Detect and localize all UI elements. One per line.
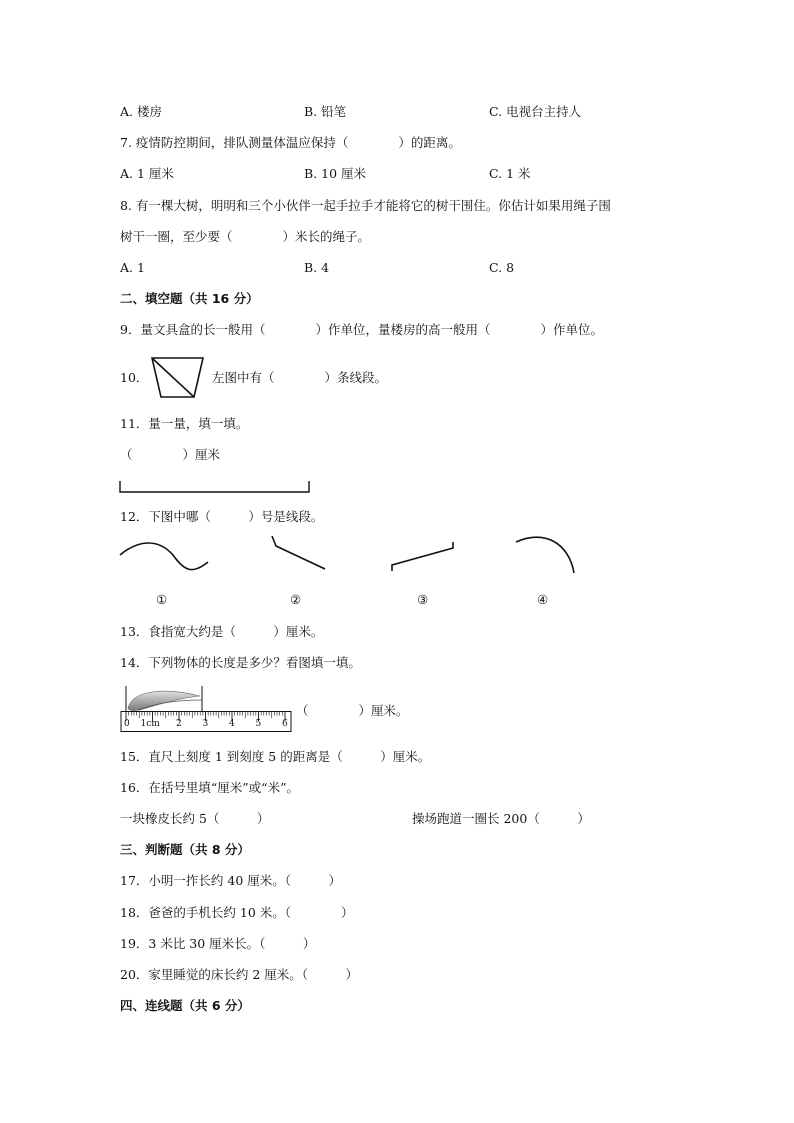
figure-label-3: ③ bbox=[417, 592, 429, 607]
q10-question: 左图中有（ ）条线段。 bbox=[212, 370, 388, 385]
q6-option-c: C. 电视台主持人 bbox=[489, 104, 582, 119]
q7-option-b: B. 10 厘米 bbox=[304, 166, 367, 181]
trapezoid-figure bbox=[150, 356, 206, 400]
q7-question: 7. 疫情防控期间，排队测量体温应保持（ ）的距离。 bbox=[120, 135, 461, 150]
q19-question: 19．3 米比 30 厘米长。（ ） bbox=[120, 936, 316, 951]
q16-question: 16．在括号里填“厘米”或“米”。 bbox=[120, 780, 299, 795]
q8-question-line1: 8. 有一棵大树，明明和三个小伙伴一起手拉手才能将它的树干围住。你估计如果用绳子围 bbox=[120, 198, 611, 213]
figure-label-2: ② bbox=[290, 592, 302, 607]
ruler-with-feather bbox=[120, 684, 294, 736]
q8-option-a: A. 1 bbox=[120, 260, 145, 275]
q11-question: 11．量一量，填一填。 bbox=[120, 416, 249, 431]
q14-answer-blank: （ ）厘米。 bbox=[296, 703, 409, 718]
q14-question: 14．下列物体的长度是多少？看图填一填。 bbox=[120, 655, 361, 670]
q8-option-c: C. 8 bbox=[489, 260, 515, 275]
broken-line-2-figure bbox=[270, 534, 330, 574]
figure-label-4: ④ bbox=[537, 592, 549, 607]
q6-option-b: B. 铅笔 bbox=[304, 104, 347, 119]
ruler-tick-label: 2 bbox=[176, 719, 182, 729]
q18-question: 18．爸爸的手机长约 10 米。（ ） bbox=[120, 905, 354, 920]
q8-question-line2: 树干一圈，至少要（ ）米长的绳子。 bbox=[120, 229, 371, 244]
q7-option-c: C. 1 米 bbox=[489, 166, 531, 181]
ruler-tick-label: 6 bbox=[282, 719, 288, 729]
measure-segment bbox=[118, 480, 312, 494]
ruler-tick-label: 4 bbox=[229, 719, 235, 729]
curve-1-figure bbox=[118, 538, 212, 578]
q8-option-b: B. 4 bbox=[304, 260, 330, 275]
ruler-tick-label: 5 bbox=[255, 719, 262, 729]
section-heading-matching: 四、连线题（共 6 分） bbox=[120, 998, 250, 1013]
q17-question: 17．小明一拃长约 40 厘米。（ ） bbox=[120, 873, 342, 888]
q12-question: 12．下图中哪（ ）号是线段。 bbox=[120, 509, 324, 524]
ruler-tick-label: 3 bbox=[202, 719, 209, 729]
q9-question: 9．量文具盒的长一般用（ ）作单位，量楼房的高一般用（ ）作单位。 bbox=[120, 322, 603, 337]
q15-question: 15．直尺上刻度 1 到刻度 5 的距离是（ ）厘米。 bbox=[120, 749, 431, 764]
q16-track-item: 操场跑道一圈长 200（ ） bbox=[412, 811, 590, 826]
q10-number: 10． bbox=[120, 370, 149, 385]
bracket-line-3-figure bbox=[389, 540, 459, 574]
section-heading-true-false: 三、判断题（共 8 分） bbox=[120, 842, 250, 857]
q11-answer-blank: （ ）厘米 bbox=[120, 447, 221, 462]
section-heading-fill-blank: 二、填空题（共 16 分） bbox=[120, 291, 259, 306]
ruler-tick-label: 1cm bbox=[140, 719, 160, 729]
q13-question: 13．食指宽大约是（ ）厘米。 bbox=[120, 624, 324, 639]
figure-label-1: ① bbox=[156, 592, 168, 607]
ruler-tick-label: 0 bbox=[124, 719, 130, 729]
q7-option-a: A. 1 厘米 bbox=[120, 166, 174, 181]
arc-4-figure bbox=[514, 533, 578, 575]
q20-question: 20．家里睡觉的床长约 2 厘米。（ ） bbox=[120, 967, 359, 982]
q6-option-a: A. 楼房 bbox=[120, 104, 162, 119]
q16-eraser-item: 一块橡皮长约 5（ ） bbox=[120, 811, 270, 826]
